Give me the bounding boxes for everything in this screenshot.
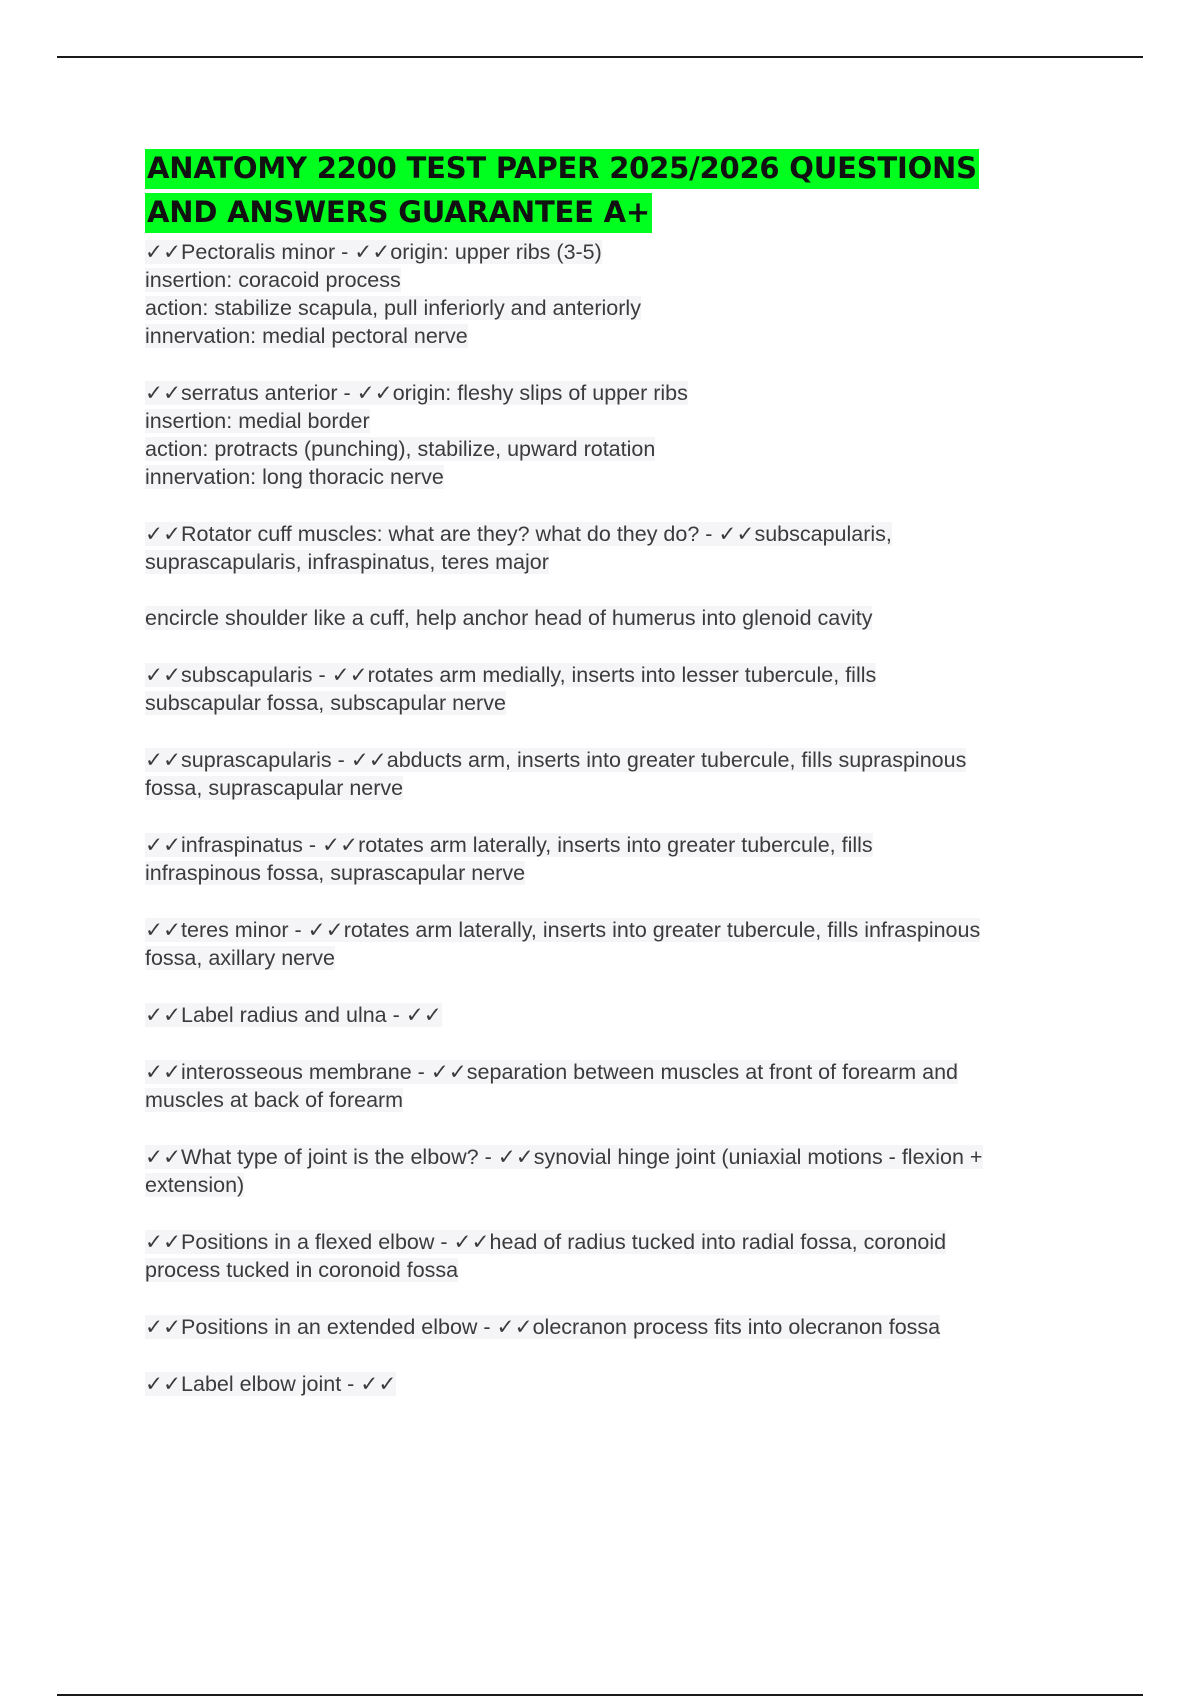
qa-line-text: fossa, suprascapular nerve: [145, 776, 404, 800]
qa-line: [145, 1370, 1105, 1398]
bottom-rule: [57, 1694, 1143, 1696]
qa-line: [145, 1228, 1105, 1256]
qa-line-text: ✓✓teres minor - ✓✓rotates arm laterally, inserts into greater tubercule, fills infraspinous: [145, 918, 981, 942]
qa-line-text: suprascapularis, infraspinatus, teres major: [145, 550, 549, 574]
qa-line-text: process tucked in coronoid fossa: [145, 1258, 459, 1282]
qa-card: [145, 1143, 1105, 1199]
qa-card: [145, 916, 1105, 972]
qa-line: [145, 831, 1105, 859]
qa-card: [145, 1228, 1105, 1284]
title-line-1: ANATOMY 2200 TEST PAPER 2025/2026 QUESTIONS: [145, 149, 979, 189]
qa-line-text: extension): [145, 1173, 245, 1197]
qa-card: [145, 1370, 1105, 1398]
qa-line: [145, 774, 1105, 802]
qa-line-text: ✓✓Label radius and ulna - ✓✓: [145, 1003, 442, 1027]
qa-line: [145, 604, 1105, 632]
qa-line: [145, 1086, 1105, 1114]
qa-card: [145, 238, 1105, 350]
qa-line-text: infraspinous fossa, suprascapular nerve: [145, 861, 526, 885]
qa-card: [145, 746, 1105, 802]
qa-line-text: fossa, axillary nerve: [145, 946, 335, 970]
qa-line-text: ✓✓Positions in an extended elbow - ✓✓olecranon process fits into olecranon fossa: [145, 1315, 941, 1339]
qa-line-text: action: stabilize scapula, pull inferiorly and anteriorly: [145, 296, 641, 320]
qa-card: [145, 520, 1105, 632]
qa-line-text: insertion: coracoid process: [145, 268, 401, 292]
qa-line: [145, 1171, 1105, 1199]
qa-line-text: muscles at back of forearm: [145, 1088, 404, 1112]
qa-line: [145, 661, 1105, 689]
qa-line-text: ✓✓Label elbow joint - ✓✓: [145, 1372, 397, 1396]
qa-line: [145, 1256, 1105, 1284]
document-title: [145, 146, 1105, 234]
qa-line: [145, 407, 1105, 435]
qa-line-text: ✓✓Positions in a flexed elbow - ✓✓head of radius tucked into radial fossa, coronoid: [145, 1230, 947, 1254]
qa-line: [145, 859, 1105, 887]
qa-line-text: insertion: medial border: [145, 409, 370, 433]
qa-line: [145, 463, 1105, 491]
qa-card: [145, 1058, 1105, 1114]
qa-card: [145, 831, 1105, 887]
qa-card: [145, 1313, 1105, 1341]
qa-card: [145, 661, 1105, 717]
qa-card: [145, 379, 1105, 491]
qa-line-text: ✓✓infraspinatus - ✓✓rotates arm laterally, inserts into greater tubercule, fills: [145, 833, 873, 857]
qa-line-text: ✓✓interosseous membrane - ✓✓separation between muscles at front of forearm and: [145, 1060, 958, 1084]
qa-line: [145, 435, 1105, 463]
qa-line: [145, 1313, 1105, 1341]
line-spacer: [145, 576, 1105, 604]
qa-line: [145, 548, 1105, 576]
qa-line: [145, 294, 1105, 322]
qa-line-text: action: protracts (punching), stabilize, upward rotation: [145, 437, 656, 461]
qa-list: [145, 238, 1105, 1398]
qa-line-text: ✓✓Pectoralis minor - ✓✓origin: upper ribs (3-5): [145, 240, 602, 264]
top-rule: [57, 56, 1143, 58]
qa-line-text: ✓✓subscapularis - ✓✓rotates arm medially, inserts into lesser tubercule, fills: [145, 663, 877, 687]
qa-line: [145, 1143, 1105, 1171]
qa-line-text: ✓✓suprascapularis - ✓✓abducts arm, inserts into greater tubercule, fills supraspinous: [145, 748, 967, 772]
qa-line: [145, 379, 1105, 407]
qa-line-text: innervation: medial pectoral nerve: [145, 324, 468, 348]
qa-line-text: encircle shoulder like a cuff, help anchor head of humerus into glenoid cavity: [145, 606, 873, 630]
qa-line: [145, 266, 1105, 294]
qa-line: [145, 238, 1105, 266]
qa-line-text: subscapular fossa, subscapular nerve: [145, 691, 506, 715]
qa-line: [145, 1058, 1105, 1086]
qa-line: [145, 322, 1105, 350]
qa-line-text: ✓✓What type of joint is the elbow? - ✓✓synovial hinge joint (uniaxial motions - flexion +: [145, 1145, 983, 1169]
qa-line: [145, 520, 1105, 548]
qa-line: [145, 1001, 1105, 1029]
qa-line-text: ✓✓Rotator cuff muscles: what are they? what do they do? - ✓✓subscapularis,: [145, 522, 892, 546]
qa-line: [145, 746, 1105, 774]
title-line-2: AND ANSWERS GUARANTEE A+: [145, 193, 652, 233]
qa-line: [145, 944, 1105, 972]
qa-line-text: ✓✓serratus anterior - ✓✓origin: fleshy slips of upper ribs: [145, 381, 688, 405]
qa-line: [145, 689, 1105, 717]
qa-line: [145, 916, 1105, 944]
qa-line-text: innervation: long thoracic nerve: [145, 465, 444, 489]
document-body: [145, 146, 1105, 1427]
qa-card: [145, 1001, 1105, 1029]
